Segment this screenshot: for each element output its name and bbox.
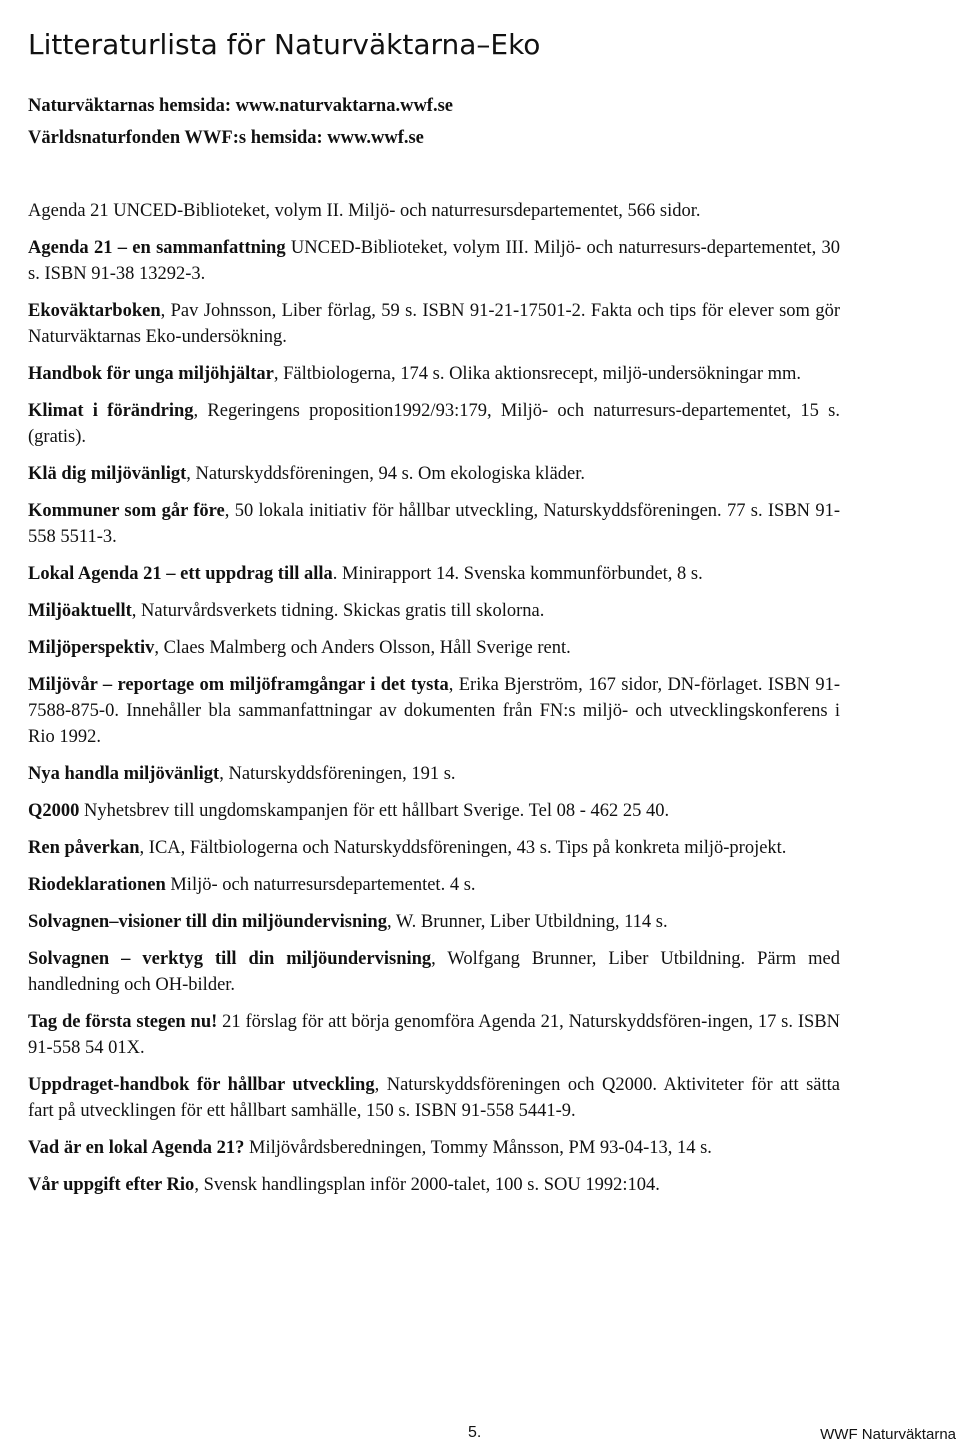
reference-title: Solvagnen – verktyg till din miljöundervisning [28,949,432,969]
website-link[interactable]: Världsnaturfonden WWF:s hemsida: www.wwf.se [28,128,424,148]
reference-item [28,1135,840,1161]
reference-details: , Fältbiologerna, 174 s. Olika aktionsrecept, miljö-undersökningar mm. [273,364,802,384]
reference-details: , Naturskyddsföreningen, 191 s. [219,764,456,784]
reference-details: , Regeringens proposition1992/93:179, Miljö- och naturresurs-departementet, 15 s. (gratis). [28,401,840,447]
reference-title: Vad är en lokal Agenda 21? [28,1138,245,1158]
reference-item [28,635,840,661]
reference-title: Vår uppgift efter Rio [28,1175,195,1195]
reference-title: Handbok för unga miljöhjältar [28,364,274,384]
reference-item [28,672,840,750]
reference-item [28,1009,840,1061]
reference-item [28,235,840,287]
reference-title: Agenda 21 – en sammanfattning [28,238,286,258]
reference-details: , Svensk handlingsplan inför 2000-talet, 100 s. SOU 1992:104. [194,1175,660,1195]
reference-title: Ren påverkan [28,838,140,858]
reference-title: Lokal Agenda 21 – ett uppdrag till alla [28,564,333,584]
reference-title: Klimat i förändring [28,401,194,421]
reference-title: Nya handla miljövänligt [28,764,220,784]
reference-details: , Naturvårdsverkets tidning. Skickas gratis till skolorna. [131,601,545,621]
reference-item [28,1072,840,1124]
reference-details: , Pav Johnsson, Liber förlag, 59 s. ISBN 91-21-17501-2. Fakta och tips för elever som gör Naturväktarnas Eko-undersökning. [28,301,840,347]
footer-organization: WWF Naturväktarna [820,1426,956,1443]
reference-title: Riodeklarationen [28,875,166,895]
reference-title: Tag de första stegen nu! [28,1012,218,1032]
reference-details: , 50 lokala initiativ för hållbar utveckling, Naturskyddsföreningen. 77 s. ISBN 91-558 5511-3. [28,501,840,547]
reference-item [28,1172,840,1198]
website-links [28,90,928,154]
reference-list [28,198,840,1209]
reference-details: UNCED-Biblioteket, volym III. Miljö- och naturresurs-departementet, 30 s. ISBN 91-38 13292-3. [28,238,840,284]
reference-item [28,872,840,898]
reference-item [28,298,840,350]
reference-details: , Claes Malmberg och Anders Olsson, Håll Sverige rent. [154,638,571,658]
reference-details: . Minirapport 14. Svenska kommunförbundet, 8 s. [332,564,703,584]
reference-title: Klä dig miljövänligt [28,464,187,484]
reference-item [28,946,840,998]
reference-item [28,909,840,935]
reference-details: Miljövårdsberedningen, Tommy Månsson, PM 93-04-13, 14 s. [244,1138,712,1158]
reference-details: Nyhetsbrev till ungdomskampanjen för ett hållbart Sverige. Tel 08 - 462 25 40. [79,801,670,821]
reference-title: Miljövår – reportage om miljöframgångar i det tysta [28,675,449,695]
reference-item [28,198,840,224]
reference-item [28,461,840,487]
page-number: 5. [468,1424,482,1441]
reference-details: , Wolfgang Brunner, Liber Utbildning. Pärm med handledning och OH-bilder. [28,949,841,995]
reference-item [28,598,840,624]
reference-title: Ekoväktarboken [28,301,161,321]
reference-details: Agenda 21 UNCED-Biblioteket, volym II. Miljö- och naturresursdepartementet, 566 sidor. [28,201,701,221]
reference-item [28,361,840,387]
reference-item [28,398,840,450]
reference-item [28,561,840,587]
reference-details: , ICA, Fältbiologerna och Naturskyddsföreningen, 43 s. Tips på konkreta miljö-projekt. [139,838,787,858]
reference-item [28,798,840,824]
reference-item [28,761,840,787]
reference-title: Solvagnen–visioner till din miljöundervisning [28,912,387,932]
reference-title: Kommuner som går före [28,501,225,521]
reference-details: , Naturskyddsföreningen, 94 s. Om ekologiska kläder. [186,464,586,484]
website-link[interactable]: Naturväktarnas hemsida: www.naturvaktarna.wwf.se [28,96,453,116]
reference-details: , Erika Bjerström, 167 sidor, DN-förlaget. ISBN 91-7588-875-0. Innehåller bla sammanfattningar av dokumenten från FN:s miljö- och utvecklingskonferens i Rio 1992. [28,675,840,747]
reference-title: Miljöaktuellt [28,601,132,621]
reference-item [28,835,840,861]
reference-title: Uppdraget-handbok för hållbar utveckling [28,1075,375,1095]
reference-details: Miljö- och naturresursdepartementet. 4 s. [165,875,476,895]
reference-details: , Naturskyddsföreningen och Q2000. Aktiviteter för att sätta fart på utvecklingen för ett hållbart samhälle, 150 s. ISBN 91-558 5441-9. [28,1075,841,1121]
page-title: Litteraturlista för Naturväktarna–Eko [28,28,541,61]
reference-item [28,498,840,550]
reference-details: 21 förslag för att börja genomföra Agenda 21, Naturskyddsfören-ingen, 17 s. ISBN 91-558 54 01X. [28,1012,840,1058]
reference-title: Miljöperspektiv [28,638,155,658]
reference-title: Q2000 [28,801,80,821]
reference-details: , W. Brunner, Liber Utbildning, 114 s. [386,912,668,932]
